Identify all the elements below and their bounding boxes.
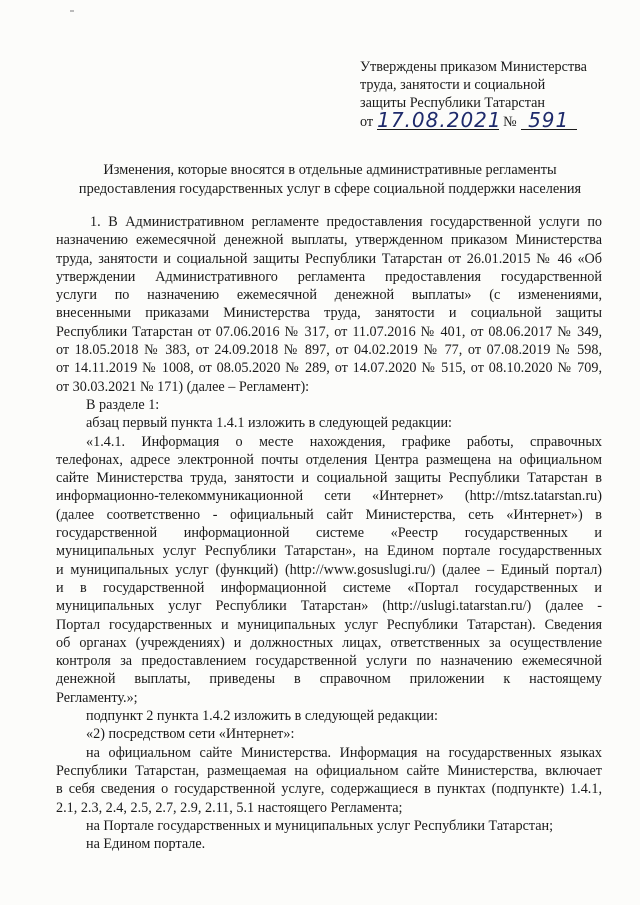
approval-line-1: Утверждены приказом Министерства (360, 59, 587, 75)
quote-line-13: контроля за предоставлением государственной услуги по назначению ежемесячной (56, 653, 602, 670)
p1-line-2: назначению ежемесячной денежной выплаты, утвержденном приказом Министерства (56, 232, 602, 249)
title-line-1: Изменения, которые вносятся в отдельные административные регламенты (103, 162, 557, 178)
quote-line-6: государственной информационной системе «Реестр государственных и (56, 525, 602, 542)
p1-line-7: Республики Татарстан от 07.06.2016 № 317, от 11.07.2016 № 401, от 08.06.2017 № 349, (56, 323, 602, 340)
approval-line-3: защиты Республики Татарстан (360, 95, 545, 111)
site-line-4: 2.1, 2.3, 2.4, 2.5, 2.7, 2.9, 2.11, 5.1 настоящего Регламента; (56, 799, 403, 816)
site-line-2: Республики Татарстан, размещаемая на официальном сайте Министерства, включает (56, 762, 602, 779)
title-line-2: предоставления государственных услуг в сфере социальной поддержки населения (78, 180, 582, 197)
portal-line: на Портале государственных и муниципальных услуг Республики Татарстан; (86, 817, 554, 834)
document-body (56, 213, 602, 853)
paragraph-1 (56, 213, 602, 396)
quote-line-1: «1.4.1. Информация о месте нахождения, графике работы, справочных (86, 433, 602, 450)
quote-line-2: телефонах, адресе электронной почты отделения Центра размещена на официальном (56, 451, 602, 468)
quote-line-11: Портал государственных и муниципальных услуг Республики Татарстан). Сведения (56, 616, 602, 633)
site-line-3: в себя сведения о государственной услуге, содержащиеся в пунктах (подпункте) 1.4.1, (56, 781, 602, 798)
abz1-instruction: абзац первый пункта 1.4.1 изложить в следующей редакции: (86, 415, 452, 432)
single-portal-line: на Едином портале. (86, 836, 206, 853)
p1-line-6: внесенными приказами Министерства труда, занятости и социальной защиты (56, 305, 602, 322)
p1-line-9: от 14.11.2019 № 1008, от 08.05.2020 № 289, от 14.07.2020 № 515, от 08.10.2020 № 709, (56, 360, 602, 377)
quote-line-5: (далее соответственно - официальный сайт Министерства, сеть «Интернет») в (56, 506, 602, 523)
sub2-item: «2) посредством сети «Интернет»: (86, 726, 295, 743)
p1-line-4: утверждении Административного регламента предоставления государственной (56, 268, 602, 285)
from-label: от (360, 114, 374, 130)
site-line-1: на официальном сайте Министерства. Информация на государственных языках (86, 744, 602, 761)
handwritten-number: 591 (521, 111, 577, 130)
quote-line-4: информационно-телекоммуникационной сети «Интернет» (http://mtsz.tatarstan.ru) (56, 488, 602, 505)
quoted-paragraph-1-4-1 (56, 433, 602, 707)
p1-line-10: от 30.03.2021 № 171) (далее – Регламент): (56, 378, 310, 395)
quote-line-3: сайте Министерства труда, занятости и социальной защиты Республики Татарстан в (56, 470, 602, 487)
quote-line-9: и в государственной информационной системе «Портал государственных и (56, 579, 602, 596)
handwritten-date: 17.08.2021 (377, 108, 502, 132)
official-site-paragraph (56, 744, 602, 817)
quote-line-10: муниципальных услуг Республики Татарстан» (http://uslugi.tatarstan.ru/) (далее - (56, 598, 602, 615)
quote-line-7: муниципальных услуг Республики Татарстан», на Едином портале государственных (56, 543, 602, 560)
number-label: № (503, 114, 517, 130)
quote-line-14: денежной выплаты, приведены в справочном приложении к настоящему (56, 671, 602, 688)
document-title (40, 161, 620, 198)
p1-line-1: 1. В Административном регламенте предоставления государственной услуги по (90, 214, 602, 230)
approval-date-number-line (360, 108, 620, 132)
section-heading: В разделе 1: (86, 396, 160, 413)
p1-line-8: от 18.05.2018 № 383, от 24.09.2018 № 897, от 04.02.2019 № 77, от 07.08.2019 № 598, (56, 342, 602, 359)
approval-line-2: труда, занятости и социальной (360, 77, 546, 93)
scan-speck (70, 10, 74, 12)
approval-stamp-block (360, 58, 620, 131)
quote-line-8: и муниципальных услуг (функций) (http://www.gosuslugi.ru/) (далее – Единый портал) (56, 561, 602, 578)
p1-line-5: услуги по назначению ежемесячной денежной выплаты» (с изменениями, (56, 287, 602, 304)
quote-line-15: Регламенту.»; (56, 689, 138, 706)
sub2-instruction: подпункт 2 пункта 1.4.2 изложить в следующей редакции: (86, 708, 438, 725)
quote-line-12: об органах (учреждениях) и должностных лицах, ответственных за осуществление (56, 634, 602, 651)
p1-line-3: труда, занятости и социальной защиты Республики Татарстан от 26.01.2015 № 46 «Об (56, 250, 602, 267)
